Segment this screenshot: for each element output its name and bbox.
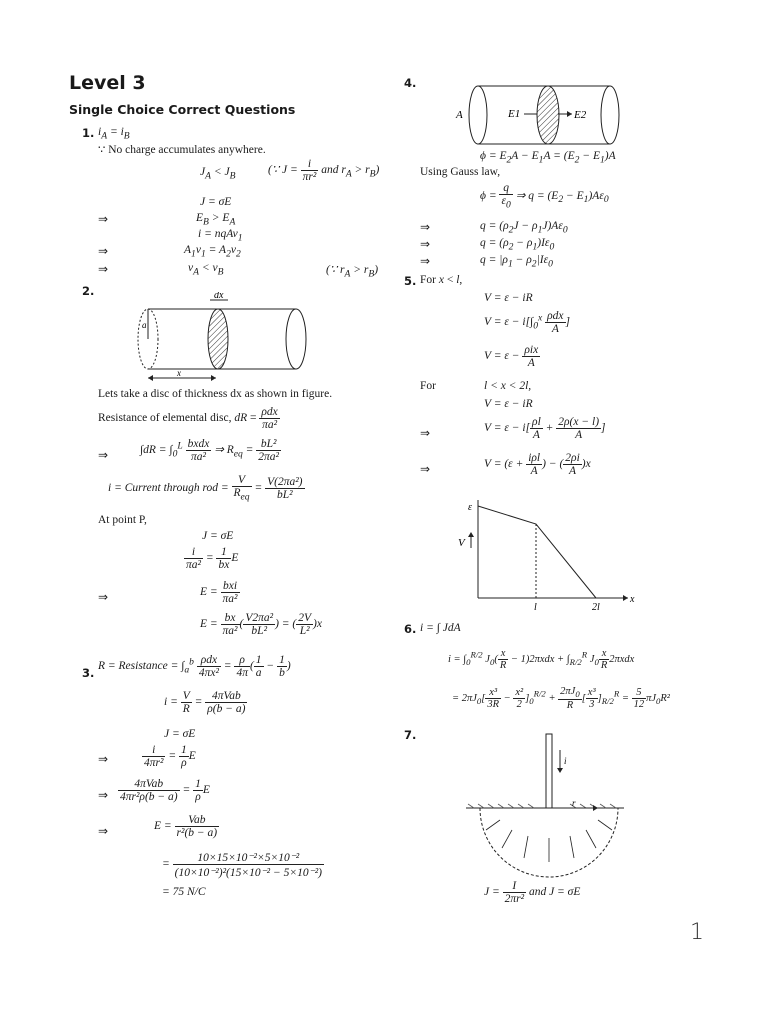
page-title: Level 3 — [69, 72, 146, 94]
equation: V = ε − $\frac{\text{ρix}}{A}$ — [484, 344, 539, 369]
equation: $A_1v_1 = A_2v_2$ — [184, 244, 241, 260]
2l-tick: 2l — [592, 602, 600, 612]
implies-arrow: ⇒ — [98, 212, 109, 226]
equation: i = ∫ JdA — [420, 622, 461, 634]
x-label: x — [177, 368, 181, 378]
equation: = $\frac{\text{10×15×10⁻²×5×10⁻²}}{\text{(10×10⁻²)²(15×10⁻² − 5×10⁻²)}}$ — [162, 852, 323, 879]
x-axis-label: x — [630, 594, 635, 605]
equation: i = Current through rod = $\frac{V}{R_{eq}}$ = $\frac{\text{V(2πa²)}}{\text{bL²}}$ — [108, 474, 303, 503]
equation: Resistance of elemental disc, dR = $\frac{\text{ρdx}}{\text{πa²}}$ — [98, 406, 278, 431]
implies-arrow: ⇒ — [420, 426, 431, 440]
equation: i = $\frac{V}{R}$ = $\frac{\text{4πVab}}{\rho(b - a)}$ — [164, 690, 246, 715]
equation: J = $\frac{I}{\text{2πr²}}$ and J = σE — [484, 880, 581, 905]
implies-arrow: ⇒ — [98, 824, 109, 838]
equation: J = σE — [200, 196, 232, 208]
equation: $i_A = i_B$ — [98, 126, 130, 142]
equation: V = (ε + $\frac{\text{iρl}}{A}$ ) − ( $\frac{2\rho i}{A}$ )x — [484, 452, 591, 477]
radius-label: a — [142, 320, 147, 330]
text-line: At point P, — [98, 514, 147, 526]
equation: $q = |\rho_1 - \rho_2|I\varepsilon_0$ — [480, 254, 553, 270]
hemisphere-figure — [460, 730, 630, 880]
area-label: A — [456, 109, 463, 121]
equation: V = ε − iR — [484, 398, 533, 410]
potential-graph — [450, 496, 640, 612]
equation: $E_B > E_A$ — [196, 212, 236, 228]
equation: $i = \int_0^{R/2}$ $J_0$( $\frac{x}{R}$ − $1)2\pi xdx + \int_{R/2}^R$ $J_0$ $\frac{x}{R}$ 2πxdx — [448, 648, 635, 671]
question-number: 5. — [404, 274, 417, 288]
equation: l < x < 2l, — [484, 380, 532, 392]
equation: R = Resistance = $\int_a^b$ $\frac{\text{ρdx}}{\text{4πx²}}$ = $\frac{\rho}{4\pi}$ ( $\frac{1}{a}$ − $\frac{1}{b}$ ) — [98, 654, 291, 679]
equation: $J_A < J_B$ — [200, 166, 236, 182]
v-axis-label: V — [458, 537, 465, 549]
reason: (∵ $r_A > r_B$) — [326, 264, 379, 280]
question-number: 7. — [404, 728, 417, 742]
implies-arrow: ⇒ — [420, 220, 431, 234]
reason: (∵ J = $\frac{i}{\text{πr²}}$ and $r_A > r_B$) — [268, 158, 380, 183]
epsilon-label: ε — [468, 502, 472, 513]
radius-label: r — [572, 798, 576, 808]
equation: $\frac{i}{\text{4πr²}}$ = $\frac{1}{\rho}$ E — [144, 744, 196, 769]
implies-arrow: ⇒ — [420, 462, 431, 476]
page-number: 1 — [690, 920, 704, 945]
equation: $q = (\rho_2 - \rho_1)I\varepsilon_0$ — [480, 237, 555, 253]
implies-arrow: ⇒ — [420, 254, 431, 268]
question-number: 6. — [404, 622, 417, 636]
conductor-figure — [450, 80, 630, 150]
text-line: For — [420, 380, 436, 392]
implies-arrow: ⇒ — [98, 448, 109, 462]
e2-label: E2 — [574, 109, 587, 121]
question-number: 2. — [82, 284, 95, 298]
equation: $q = (\rho_2J - \rho_1J)A\varepsilon_0$ — [480, 220, 568, 236]
question-number: 3. — [82, 666, 95, 680]
text-line: ∵ No charge accumulates anywhere. — [98, 144, 266, 156]
question-number: 1. — [82, 126, 95, 140]
equation: ϕ = $\frac{q}{\varepsilon_0}$ ⇒ $q = (E_2 - E_1)A\varepsilon_0$ — [480, 182, 609, 211]
implies-arrow: ⇒ — [98, 262, 109, 276]
text-line: For x < l, — [420, 274, 463, 286]
current-label: i — [564, 756, 567, 766]
equation: $\frac{\text{4πVab}}{\text{4πr²ρ(b − a)}}$ = $\frac{1}{\rho}$ E — [120, 778, 210, 803]
equation: V = ε − i[ $\frac{\rho l}{A}$ + $\frac{2\rho(x - l)}{A}$ ] — [484, 416, 606, 441]
implies-arrow: ⇒ — [98, 752, 109, 766]
equation: $\phi = E_2A - E_1A = (E_2 - E_1)A$ — [480, 150, 616, 166]
equation: E = $\frac{\text{Vab}}{\text{r²(b − a)}}$ — [154, 814, 218, 839]
text-line: Using Gauss law, — [420, 166, 501, 178]
equation: J = σE — [164, 728, 196, 740]
rod-figure — [130, 292, 320, 382]
equation: = $2\pi J_0$[ $\frac{\text{x³}}{3R}$ − $\frac{\text{x²}}{2}$ ]$_0^{R/2}$ + $\frac{2\pi J_0}{R}$ [ $\frac{\text{x³}}{3}$ ]$_{R/2}^R$ = $\frac{5}{12}$ $\pi J_0R^2$ — [452, 686, 670, 712]
equation: J = σE — [202, 530, 234, 542]
implies-arrow: ⇒ — [98, 244, 109, 258]
equation: E = $\frac{bx}{\text{πa²}}$ ( $\frac{\text{V2πa²}}{\text{bL²}}$ ) = ( $\frac{2V}{\text{L²}}$ )x — [200, 612, 322, 637]
e1-label: E1 — [508, 108, 521, 120]
equation: $\frac{i}{\text{πa²}}$ = $\frac{1}{bx}$ E — [186, 546, 239, 571]
l-tick: l — [534, 602, 537, 612]
equation: V = ε − iR — [484, 292, 533, 304]
equation: $V = \varepsilon - i[\int_0^x$ $\frac{\text{ρdx}}{A}$ ] — [484, 310, 570, 335]
equation: = 75 N/C — [162, 886, 206, 898]
equation: $\int dR = \int_0^L$ $\frac{\text{bxdx}}{\text{πa²}}$ ⇒ $R_{eq}$ = $\frac{\text{bL²}}{\text{2πa²}}$ — [140, 438, 280, 463]
implies-arrow: ⇒ — [98, 788, 109, 802]
implies-arrow: ⇒ — [420, 237, 431, 251]
implies-arrow: ⇒ — [98, 590, 109, 604]
section-subtitle: Single Choice Correct Questions — [69, 102, 296, 117]
equation: E = $\frac{\text{bxi}}{\text{πa²}}$ — [200, 580, 238, 605]
dx-label: dx — [214, 292, 224, 301]
question-number: 4. — [404, 76, 417, 90]
equation: i = nqAv$_1$ — [198, 228, 243, 244]
equation: $v_A < v_B$ — [188, 262, 224, 278]
text-line: Lets take a disc of thickness dx as shown in figure. — [98, 388, 333, 400]
